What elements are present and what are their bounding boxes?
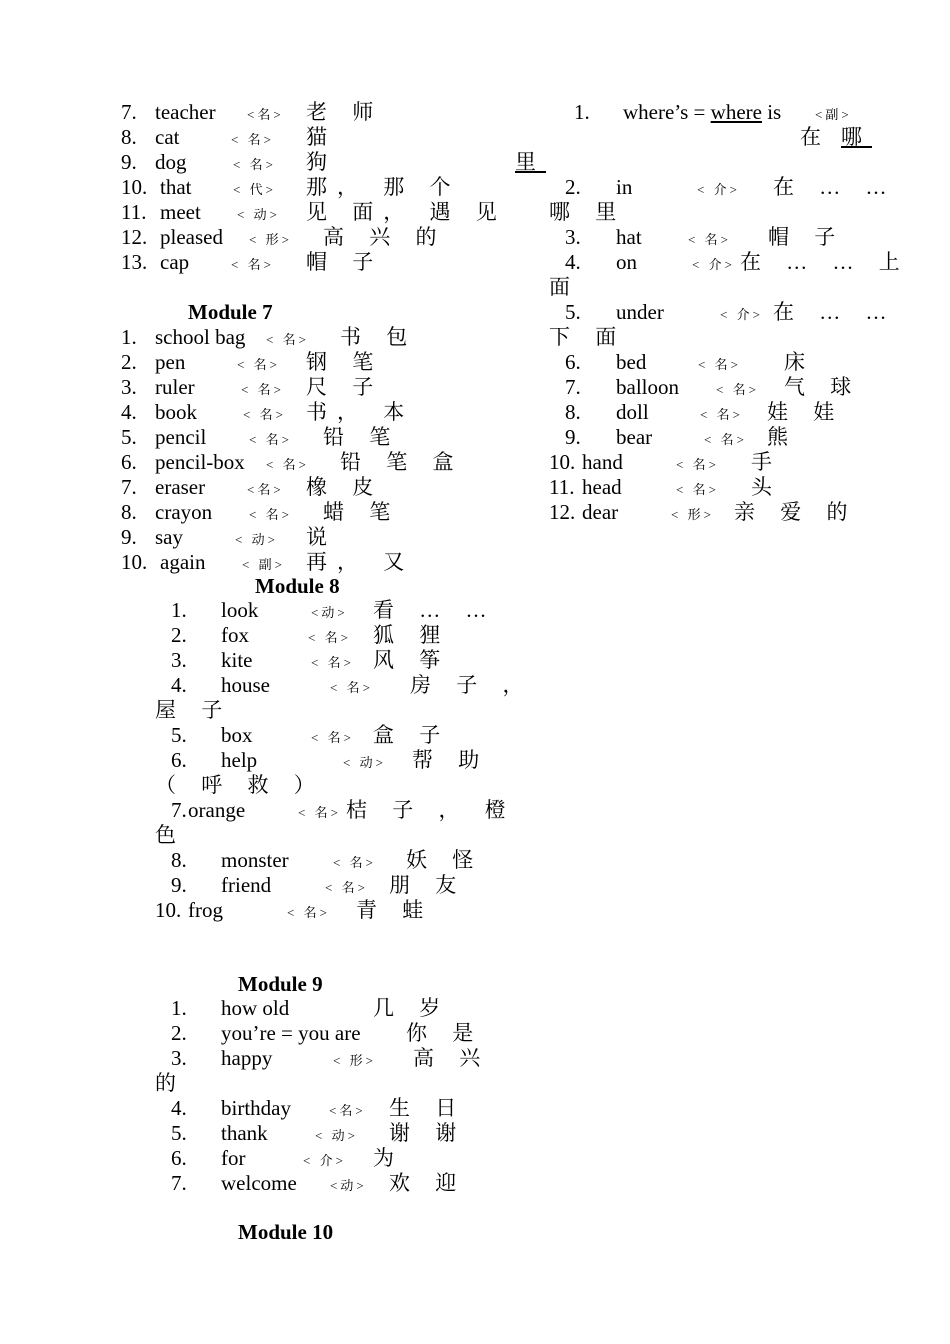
vocab-entry xyxy=(0,996,950,1021)
entry-number: 3. xyxy=(121,375,137,399)
entry-number: 4. xyxy=(565,250,581,274)
entry-number: 1. xyxy=(574,100,590,124)
chinese-meaning: 熊 xyxy=(767,425,798,449)
chinese-meaning: 那， 那 个 xyxy=(306,175,461,199)
entry-number: 9. xyxy=(565,425,581,449)
entry-word: friend xyxy=(221,873,272,897)
chinese-meaning: 在 … … 上 xyxy=(740,250,910,274)
entry-word: orange xyxy=(188,798,246,822)
entry-word: balloon xyxy=(616,375,679,399)
part-of-speech: < 名> xyxy=(266,457,309,472)
chinese-meaning: 书， 本 xyxy=(306,400,415,424)
chinese-meaning: 高 兴 的 xyxy=(323,225,447,249)
chinese-meaning: 帽 子 xyxy=(768,225,846,249)
part-of-speech: < 名> xyxy=(698,357,741,372)
entry-word: dog xyxy=(155,150,187,174)
chinese-meaning-wrap: （ 呼 救 ） xyxy=(155,773,325,797)
entry-word: look xyxy=(221,598,259,622)
vocab-entry xyxy=(0,1046,950,1071)
part-of-speech: < 名> xyxy=(700,407,743,422)
part-of-speech: < 形> xyxy=(671,507,714,522)
entry-number: 3. xyxy=(171,648,187,672)
chinese-meaning: 生 日 xyxy=(389,1096,467,1120)
chinese-meaning: 盒 子 xyxy=(373,723,451,747)
chinese-meaning: 帮 助 xyxy=(412,748,490,772)
entry-number: 2. xyxy=(121,350,137,374)
entry-number: 10. xyxy=(549,450,576,474)
chinese-meaning: 看 … … xyxy=(373,598,497,622)
chinese-meaning: 钢 笔 xyxy=(306,350,384,374)
meaning-continuation xyxy=(0,325,950,350)
entry-word-pre: where’s = xyxy=(623,100,711,124)
chinese-meaning-underlined: 里 xyxy=(515,150,546,174)
vocab-entry xyxy=(0,225,950,250)
entry-word: school bag xyxy=(155,325,246,349)
chinese-meaning: 再， 又 xyxy=(306,550,415,574)
part-of-speech: < 名> xyxy=(233,157,276,172)
vocab-entry xyxy=(0,623,950,648)
vocab-entry xyxy=(0,400,950,425)
entry-word: say xyxy=(155,525,183,549)
part-of-speech: < 名> xyxy=(298,805,341,820)
part-of-speech: < 介> xyxy=(720,307,763,322)
vocab-entry xyxy=(0,648,950,673)
entry-number: 13. xyxy=(121,250,148,274)
entry-word: under xyxy=(616,300,664,324)
vocab-entry xyxy=(0,873,950,898)
part-of-speech: < 形> xyxy=(249,232,292,247)
entry-word: book xyxy=(155,400,197,424)
part-of-speech: <名> xyxy=(247,482,284,497)
part-of-speech: <副> xyxy=(815,107,852,122)
chinese-meaning-wrap: 的 xyxy=(155,1071,186,1095)
chinese-meaning: 桔 子 ， 橙 xyxy=(346,798,516,822)
entry-number: 8. xyxy=(565,400,581,424)
entry-word xyxy=(623,100,781,125)
chinese-meaning: 铅 笔 xyxy=(323,425,401,449)
entry-number: 1. xyxy=(121,325,137,349)
part-of-speech: < 名> xyxy=(231,132,274,147)
meaning-continuation xyxy=(0,1071,950,1096)
vocab-entry xyxy=(0,500,950,525)
entry-word: dear xyxy=(582,500,619,524)
entry-word: house xyxy=(221,673,270,697)
entry-number: 8. xyxy=(121,500,137,524)
vocab-entry xyxy=(0,375,950,400)
entry-word: hat xyxy=(616,225,642,249)
entry-word: ruler xyxy=(155,375,195,399)
entry-number: 4. xyxy=(171,1096,187,1120)
entry-number: 9. xyxy=(171,873,187,897)
vocab-entry xyxy=(0,550,950,575)
vocab-entry xyxy=(0,250,950,275)
chinese-meaning: 在 xyxy=(800,125,831,149)
entry-number: 4. xyxy=(121,400,137,424)
part-of-speech: < 介> xyxy=(692,257,735,272)
chinese-meaning: 狐 狸 xyxy=(373,623,451,647)
part-of-speech: < 动> xyxy=(235,532,278,547)
vocab-entry xyxy=(0,525,950,550)
part-of-speech: < 形> xyxy=(333,1053,376,1068)
entry-number: 2. xyxy=(565,175,581,199)
chinese-meaning: 娃 娃 xyxy=(767,400,845,424)
part-of-speech: < 名> xyxy=(311,655,354,670)
vocab-entry xyxy=(0,1021,950,1046)
entry-word: doll xyxy=(616,400,649,424)
entry-word: for xyxy=(221,1146,246,1170)
entry-word: you’re = you are xyxy=(221,1021,361,1045)
part-of-speech: < 名> xyxy=(704,432,747,447)
entry-word: pencil xyxy=(155,425,207,449)
entry-number: 3. xyxy=(565,225,581,249)
entry-number: 10. xyxy=(121,175,148,199)
chinese-meaning: 狗 xyxy=(306,150,337,174)
entry-word: meet xyxy=(160,200,201,224)
chinese-meaning-wrap: 屋 子 xyxy=(155,698,233,722)
vocab-entry xyxy=(0,598,950,623)
entry-number: 12. xyxy=(121,225,148,249)
chinese-meaning: 欢 迎 xyxy=(389,1171,467,1195)
entry-word: again xyxy=(160,550,206,574)
entry-number: 3. xyxy=(171,1046,187,1070)
vocab-entry xyxy=(0,300,950,325)
meaning-continuation xyxy=(0,200,950,225)
part-of-speech: < 名> xyxy=(249,507,292,522)
entry-number: 7. xyxy=(171,1171,187,1195)
part-of-speech: < 名> xyxy=(325,880,368,895)
entry-number: 6. xyxy=(565,350,581,374)
entry-number: 7. xyxy=(565,375,581,399)
meaning-continuation xyxy=(0,773,950,798)
entry-word: box xyxy=(221,723,253,747)
vocab-entry xyxy=(0,425,950,450)
part-of-speech: < 名> xyxy=(266,332,309,347)
entry-word: on xyxy=(616,250,637,274)
entry-word: help xyxy=(221,748,258,772)
vocab-entry xyxy=(0,798,950,823)
entry-number: 6. xyxy=(121,450,137,474)
chinese-meaning-wrap: 色 xyxy=(155,823,186,847)
chinese-meaning: 尺 子 xyxy=(306,375,384,399)
vocab-entry xyxy=(0,175,950,200)
part-of-speech: < 名> xyxy=(311,730,354,745)
entry-number: 11. xyxy=(549,475,575,499)
chinese-meaning: 铅 笔 盒 xyxy=(340,450,464,474)
entry-word: kite xyxy=(221,648,253,672)
chinese-meaning: 说 xyxy=(306,525,337,549)
entry-number: 6. xyxy=(171,748,187,772)
part-of-speech: < 名> xyxy=(243,407,286,422)
entry-word: welcome xyxy=(221,1171,297,1195)
chinese-meaning: 在 … … xyxy=(773,300,897,324)
entry-number: 6. xyxy=(171,1146,187,1170)
vocab-entry xyxy=(0,673,950,698)
entry-word: in xyxy=(616,175,633,199)
entry-word-underlined: where xyxy=(710,100,762,124)
entry-number: 8. xyxy=(171,848,187,872)
part-of-speech: <动> xyxy=(311,605,348,620)
module-heading: Module 9 xyxy=(238,972,323,996)
entry-number: 1. xyxy=(171,996,187,1020)
part-of-speech: < 名> xyxy=(716,382,759,397)
entry-number: 2. xyxy=(171,623,187,647)
chinese-meaning-wrap: 下 面 xyxy=(549,325,627,349)
chinese-meaning-wrap: 哪 里 xyxy=(549,200,627,224)
module-heading: Module 7 xyxy=(188,300,273,324)
meaning-continuation xyxy=(0,698,950,723)
part-of-speech: <动> xyxy=(330,1178,367,1193)
part-of-speech: <名> xyxy=(247,107,284,122)
chinese-meaning: 几 岁 xyxy=(373,996,451,1020)
chinese-meaning: 为 xyxy=(373,1146,404,1170)
part-of-speech: < 动> xyxy=(237,207,280,222)
entry-number: 7. xyxy=(121,475,137,499)
chinese-meaning: 朋 友 xyxy=(389,873,467,897)
chinese-meaning: 妖 怪 xyxy=(406,848,484,872)
chinese-meaning: 床 xyxy=(784,350,815,374)
entry-number: 10. xyxy=(155,898,182,922)
entry-number: 1. xyxy=(171,598,187,622)
part-of-speech: < 名> xyxy=(676,482,719,497)
chinese-meaning: 风 筝 xyxy=(373,648,451,672)
entry-word: teacher xyxy=(155,100,216,124)
entry-word: how old xyxy=(221,996,290,1020)
entry-number: 5. xyxy=(121,425,137,449)
entry-word: pleased xyxy=(160,225,223,249)
entry-word: bed xyxy=(616,350,647,374)
chinese-meaning: 见 面， 遇 见 xyxy=(306,200,507,224)
chinese-meaning: 亲 爱 的 xyxy=(734,500,858,524)
chinese-meaning-underlined: 哪 xyxy=(841,125,872,149)
part-of-speech: < 名> xyxy=(688,232,731,247)
vocab-entry xyxy=(0,748,950,773)
entry-number: 4. xyxy=(171,673,187,697)
vocab-entry xyxy=(0,350,950,375)
vocab-entry xyxy=(0,475,950,500)
entry-word: crayon xyxy=(155,500,213,524)
entry-number: 10. xyxy=(121,550,148,574)
chinese-meaning: 蜡 笔 xyxy=(323,500,401,524)
entry-word: cat xyxy=(155,125,180,149)
vocab-entry xyxy=(0,1121,950,1146)
chinese-meaning: 橡 皮 xyxy=(306,475,384,499)
entry-word: that xyxy=(160,175,192,199)
part-of-speech: <名> xyxy=(329,1103,366,1118)
part-of-speech: < 副> xyxy=(242,557,285,572)
entry-word-post: is xyxy=(761,100,782,124)
entry-word: fox xyxy=(221,623,249,647)
part-of-speech: < 名> xyxy=(308,630,351,645)
chinese-meaning: 猫 xyxy=(306,125,337,149)
meaning-continuation xyxy=(0,125,950,150)
entry-word: hand xyxy=(582,450,623,474)
part-of-speech: < 名> xyxy=(249,432,292,447)
part-of-speech: < 介> xyxy=(303,1153,346,1168)
entry-number: 7. xyxy=(121,100,137,124)
chinese-meaning: 谢 谢 xyxy=(389,1121,467,1145)
module-heading: Module 10 xyxy=(238,1220,334,1244)
entry-number: 5. xyxy=(171,1121,187,1145)
part-of-speech: < 介> xyxy=(697,182,740,197)
module-heading: Module 8 xyxy=(255,574,340,598)
entry-number: 7. xyxy=(171,798,187,822)
chinese-meaning: 你 是 xyxy=(406,1021,484,1045)
part-of-speech: < 名> xyxy=(231,257,274,272)
entry-number: 9. xyxy=(121,150,137,174)
entry-number: 12. xyxy=(549,500,576,524)
chinese-meaning: 老 师 xyxy=(306,100,384,124)
entry-number: 5. xyxy=(171,723,187,747)
vocab-entry xyxy=(0,450,950,475)
chinese-meaning: 手 xyxy=(751,450,782,474)
part-of-speech: < 名> xyxy=(237,357,280,372)
entry-word: monster xyxy=(221,848,289,872)
entry-word: bear xyxy=(616,425,653,449)
chinese-meaning: 在 … … xyxy=(773,175,897,199)
vocab-entry xyxy=(0,100,950,125)
part-of-speech: < 动> xyxy=(315,1128,358,1143)
chinese-meaning: 房 子 ， xyxy=(410,673,534,697)
entry-word: frog xyxy=(188,898,223,922)
chinese-meaning: 青 蛙 xyxy=(356,898,434,922)
meaning-continuation xyxy=(0,823,950,848)
chinese-meaning: 气 球 xyxy=(784,375,862,399)
vocab-entry xyxy=(0,1096,950,1121)
entry-number: 2. xyxy=(171,1021,187,1045)
entry-number: 8. xyxy=(121,125,137,149)
chinese-meaning: 书 包 xyxy=(340,325,418,349)
part-of-speech: < 名> xyxy=(333,855,376,870)
entry-number: 5. xyxy=(565,300,581,324)
entry-word: birthday xyxy=(221,1096,291,1120)
entry-word: head xyxy=(582,475,622,499)
part-of-speech: < 代> xyxy=(233,182,276,197)
vocab-entry xyxy=(0,1146,950,1171)
vocab-entry xyxy=(0,898,950,923)
meaning-continuation xyxy=(0,150,950,175)
chinese-meaning: 高 兴 xyxy=(413,1046,491,1070)
vocab-entry xyxy=(0,848,950,873)
chinese-meaning: 头 xyxy=(751,475,782,499)
entry-word: thank xyxy=(221,1121,268,1145)
entry-word: pencil-box xyxy=(155,450,245,474)
part-of-speech: < 名> xyxy=(330,680,373,695)
chinese-meaning-wrap: 面 xyxy=(549,275,580,299)
entry-word: cap xyxy=(160,250,190,274)
part-of-speech: < 动> xyxy=(343,755,386,770)
part-of-speech: < 名> xyxy=(676,457,719,472)
entry-number: 11. xyxy=(121,200,147,224)
entry-word: happy xyxy=(221,1046,273,1070)
vocab-entry xyxy=(0,723,950,748)
meaning-continuation xyxy=(0,275,950,300)
part-of-speech: < 名> xyxy=(287,905,330,920)
entry-word: eraser xyxy=(155,475,206,499)
chinese-meaning: 帽 子 xyxy=(306,250,384,274)
entry-number: 9. xyxy=(121,525,137,549)
vocab-entry xyxy=(0,1171,950,1196)
entry-word: pen xyxy=(155,350,186,374)
part-of-speech: < 名> xyxy=(241,382,284,397)
